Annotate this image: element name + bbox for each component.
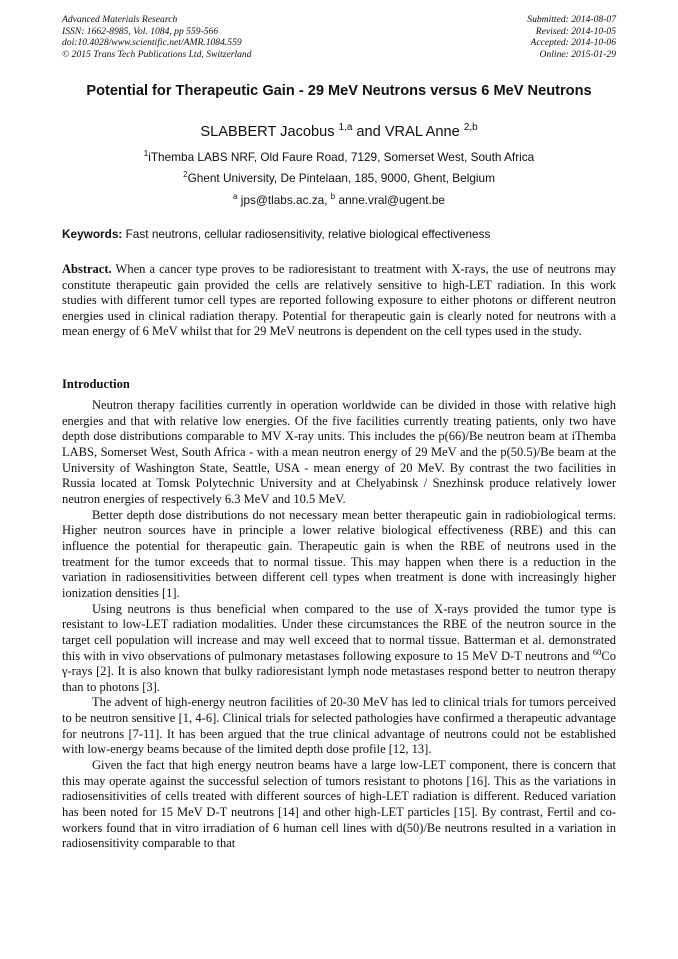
affiliation-2-mark: 2	[183, 170, 188, 180]
affiliation-1	[62, 150, 616, 164]
email-b-mark: b	[330, 192, 336, 202]
abstract-label: Abstract.	[62, 262, 112, 276]
journal-copyright: © 2015 Trans Tech Publications Ltd, Switzerland	[62, 48, 252, 60]
paragraph-3-part-a: Using neutrons is thus beneficial when compared to the use of X-rays provided the tumor type is resistant to low-LET radiation modalities. Under these circumstances the RBE of the neutron source in the target cell population will increase and may well exceed that to normal tissue. Batterman et al. demonstrated this with in vivo observations of pulmonary metastases following exposure to 15 MeV D-T neutrons and	[62, 601, 616, 663]
email-a[interactable]: jps@tlabs.ac.za,	[240, 193, 328, 207]
email-b[interactable]: anne.vral@ugent.be	[338, 193, 445, 207]
keywords-label: Keywords:	[62, 227, 123, 241]
email-a-mark: a	[233, 192, 238, 202]
journal-doi: doi:10.4028/www.scientific.net/AMR.1084.559	[62, 37, 242, 49]
author-vral: VRAL Anne	[384, 124, 460, 140]
keywords	[62, 227, 616, 241]
cobalt-mass-number: 60	[592, 646, 602, 657]
affiliation-1-text: iThemba LABS NRF, Old Faure Road, 7129, Somerset West, South Africa	[148, 150, 535, 164]
introduction-heading: Introduction	[62, 377, 130, 391]
affiliation-2	[62, 171, 616, 185]
journal-info	[62, 14, 252, 60]
author-emails	[62, 193, 616, 207]
submitted-date: Submitted: 2014-08-07	[527, 14, 616, 25]
keywords-text: Fast neutrons, cellular radiosensitivity, relative biological effectiveness	[125, 227, 491, 241]
introduction-body	[62, 398, 616, 852]
paragraph-2: Better depth dose distributions do not necessary mean better therapeutic gain in radiobiological terms. Higher neutron sources have in principle a lower relative biological effectiveness (RBE) and this can influence the potential for therapeutic gain. Therapeutic gain is when the RBE of neutrons used in the treatment for the tumor exceeds that to normal tissue. This may happen when there is a reduction in the variation in radiosensitivities between different cell types when treatment is done with increasingly higher ionization densities [1].	[62, 507, 616, 600]
accepted-date: Accepted: 2014-10-06	[530, 37, 616, 49]
paragraph-3-part-b: Co γ-rays [2]. It is also known that bulky radioresistant lymph node metastases respond better to neutron therapy than to photons [3].	[62, 648, 616, 694]
affiliation-2-text: Ghent University, De Pintelaan, 185, 9000, Ghent, Belgium	[187, 171, 495, 185]
online-date: Online: 2015-01-29	[539, 48, 616, 60]
submission-dates	[527, 14, 616, 60]
paper-title: Potential for Therapeutic Gain - 29 MeV Neutrons versus 6 MeV Neutrons	[86, 83, 592, 99]
author-line	[62, 123, 616, 141]
abstract-text: When a cancer type proves to be radioresistant to treatment with X-rays, the use of neutrons may constitute therapeutic gain provided the cells are relatively sensitive to high-LET radiation. In this work studies with different tumor cell types are reported following exposure to either photons or different neutron energies used in clinical radiation therapy. Potential for therapeutic gain is clearly noted for neutrons with a mean energy of 6 MeV whilst that for 29 MeV neutrons is dependent on the cell types used in the study.	[62, 262, 616, 339]
paragraph-4: The advent of high-energy neutron facilities of 20-30 MeV has led to clinical trials for tumors perceived to be neutron sensitive [1, 4-6]. Clinical trials for selected pathologies have confirmed a therapeutic advantage for neutrons [7-11]. It has been argued that the true clinical advantage of neutrons could not be established with low-energy beams because of the limited depth dose profile [12, 13].	[62, 695, 616, 757]
revised-date: Revised: 2014-10-05	[535, 25, 616, 37]
paragraph-3	[62, 602, 616, 696]
author-vral-mark: 2,b	[463, 122, 478, 134]
abstract	[62, 262, 616, 340]
author-slabbert: SLABBERT Jacobus	[200, 124, 335, 140]
paragraph-1: Neutron therapy facilities currently in operation worldwide can be divided in those with relative high energies and that with relative low energies. Of the five facilities currently treating patients, only two have depth dose distributions comparable to MV X-ray units. This includes the p(66)/Be neutron beam at iThemba LABS, Somerset West, South Africa - with a mean neutron energy of 29 MeV and the p(50.5)/Be beam at the University of Washington State, Seattle, USA - mean energy of 20 MeV. By contrast the two facilities in Russia located at Tomsk Polytechnic University and at Chelyabinsk / Snezhinsk produce relatively lower neutron energies of respectively 6.3 MeV and 10.5 MeV.	[62, 398, 616, 506]
journal-issn: ISSN: 1662-8985, Vol. 1084, pp 559-566	[62, 25, 219, 37]
author-conjunction: and	[352, 124, 385, 140]
author-slabbert-mark: 1,a	[338, 122, 353, 134]
affiliation-1-mark: 1	[143, 149, 149, 159]
paragraph-5: Given the fact that high energy neutron beams have a large low-LET component, there is concern that this may operate against the successful selection of tumors resistant to photons [16]. This as the variations in radiosensitivities of cells treated with different sources of high-LET radiation is different. Reduced variation has been noted for 15 MeV D-T neutrons [14] and other high-LET particles [15]. By contrast, Fertil and co-workers found that in vitro irradiation of 6 human cell lines with d(50)/Be neutrons resulted in a variation in radiosensitivity comparable to that	[62, 758, 616, 851]
journal-name: Advanced Materials Research	[62, 14, 178, 25]
